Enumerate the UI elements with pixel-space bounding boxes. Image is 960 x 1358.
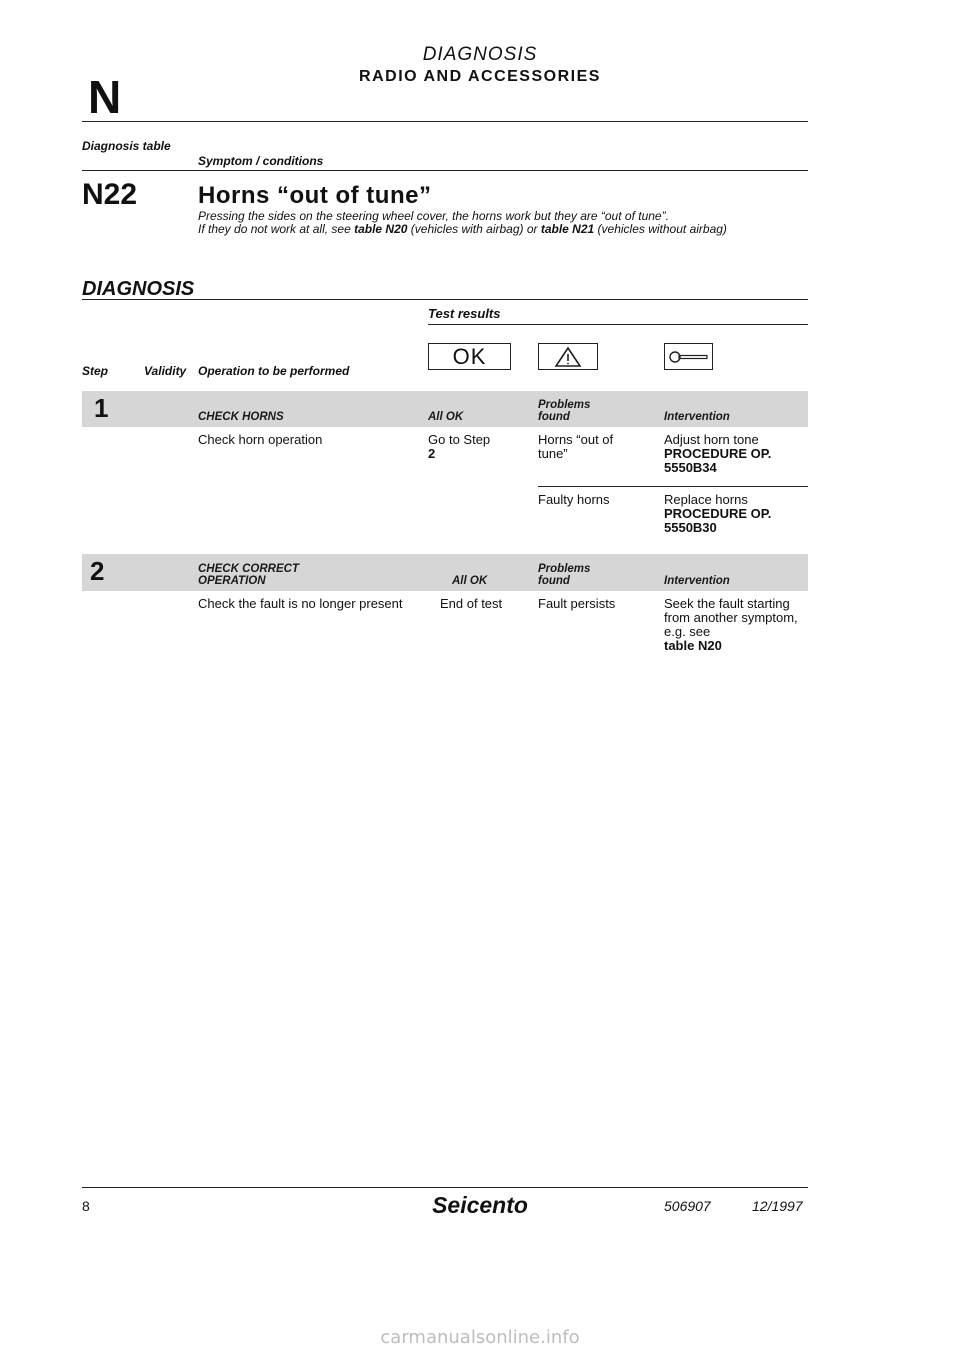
ref-table-n21: table N21 (540, 222, 595, 236)
test-results-rule (428, 324, 808, 325)
header-rule (82, 121, 808, 122)
step-1-row-rule (538, 486, 808, 487)
step-1-problem-1: Horns “out of tune” (538, 432, 614, 461)
step-1-goto-step: 2 (428, 446, 436, 461)
col-operation: Operation to be performed (198, 364, 350, 378)
step-1-action-1: Adjust horn tone PROCEDURE OP. 5550B34 (664, 433, 804, 475)
step-2-action: Seek the fault starting from another symptom, e.g. see table N20 (664, 597, 804, 653)
doc-code: 506907 (664, 1198, 711, 1214)
warning-triangle-icon (538, 343, 598, 370)
step-1-problems: Problems found (538, 399, 591, 423)
ref-table-n20: table N20 (354, 222, 408, 236)
labels-rule (82, 170, 808, 171)
symptom-headline: Horns “out of tune” (198, 182, 432, 209)
page-number: 8 (82, 1198, 90, 1214)
diagnosis-rule (82, 299, 808, 300)
step-1-allok: All OK (428, 411, 464, 423)
doc-title: DIAGNOSIS (422, 44, 538, 65)
step-1-number: 1 (94, 393, 109, 423)
symptom-conditions-label: Symptom / conditions (198, 154, 324, 168)
wrench-icon (664, 343, 713, 370)
col-validity: Validity (144, 364, 187, 378)
diagnosis-table-label: Diagnosis table (82, 139, 171, 153)
footer-rule (82, 1187, 808, 1188)
step-2-ok-result: End of test (440, 596, 503, 611)
step-1-action-2: Replace horns PROCEDURE OP. 5550B30 (664, 493, 804, 535)
step-2-title: CHECK CORRECT OPERATION (198, 563, 299, 587)
desc-line-1: Pressing the sides on the steering wheel cover, the horns work but they are “out of tune”. (198, 209, 669, 223)
col-step: Step (82, 364, 109, 378)
warning-triangle-glyph (554, 346, 582, 368)
ok-icon: OK (428, 343, 511, 370)
step-2-operation: Check the fault is no longer present (198, 596, 403, 611)
step-2-problem: Fault persists (538, 596, 616, 611)
step-1-intervention: Intervention (664, 411, 730, 423)
step-2-intervention: Intervention (664, 575, 730, 587)
step-1-problem-2: Faulty horns (538, 492, 610, 507)
watermark: carmanualsonline.info (380, 1327, 580, 1348)
step-2-allok: All OK (452, 575, 488, 587)
step-1-operation: Check horn operation (198, 432, 323, 447)
step-2-ref-table: table N20 (664, 638, 722, 653)
doc-subtitle: RADIO AND ACCESSORIES (359, 68, 601, 85)
doc-date: 12/1997 (752, 1198, 803, 1214)
step-1-ok-result: Go to Step 2 (428, 433, 528, 461)
diagnosis-heading: DIAGNOSIS (82, 278, 195, 300)
test-results-label: Test results (428, 306, 501, 321)
section-letter: N (88, 71, 122, 123)
step-2-problems: Problems found (538, 563, 591, 587)
symptom-code: N22 (82, 178, 138, 211)
brand-logo: Seicento (432, 1192, 528, 1218)
desc-line-2: If they do not work at all, see table N20 (vehicles with airbag) or table N21 (vehicles without airbag) (198, 222, 727, 236)
step-1-procedure-1: PROCEDURE OP. 5550B34 (664, 446, 772, 475)
step-1-procedure-2: PROCEDURE OP. 5550B30 (664, 506, 772, 535)
symptom-description (198, 210, 813, 236)
step-2-number: 2 (90, 556, 105, 586)
step-1-title: CHECK HORNS (198, 411, 284, 423)
wrench-glyph (668, 349, 710, 365)
